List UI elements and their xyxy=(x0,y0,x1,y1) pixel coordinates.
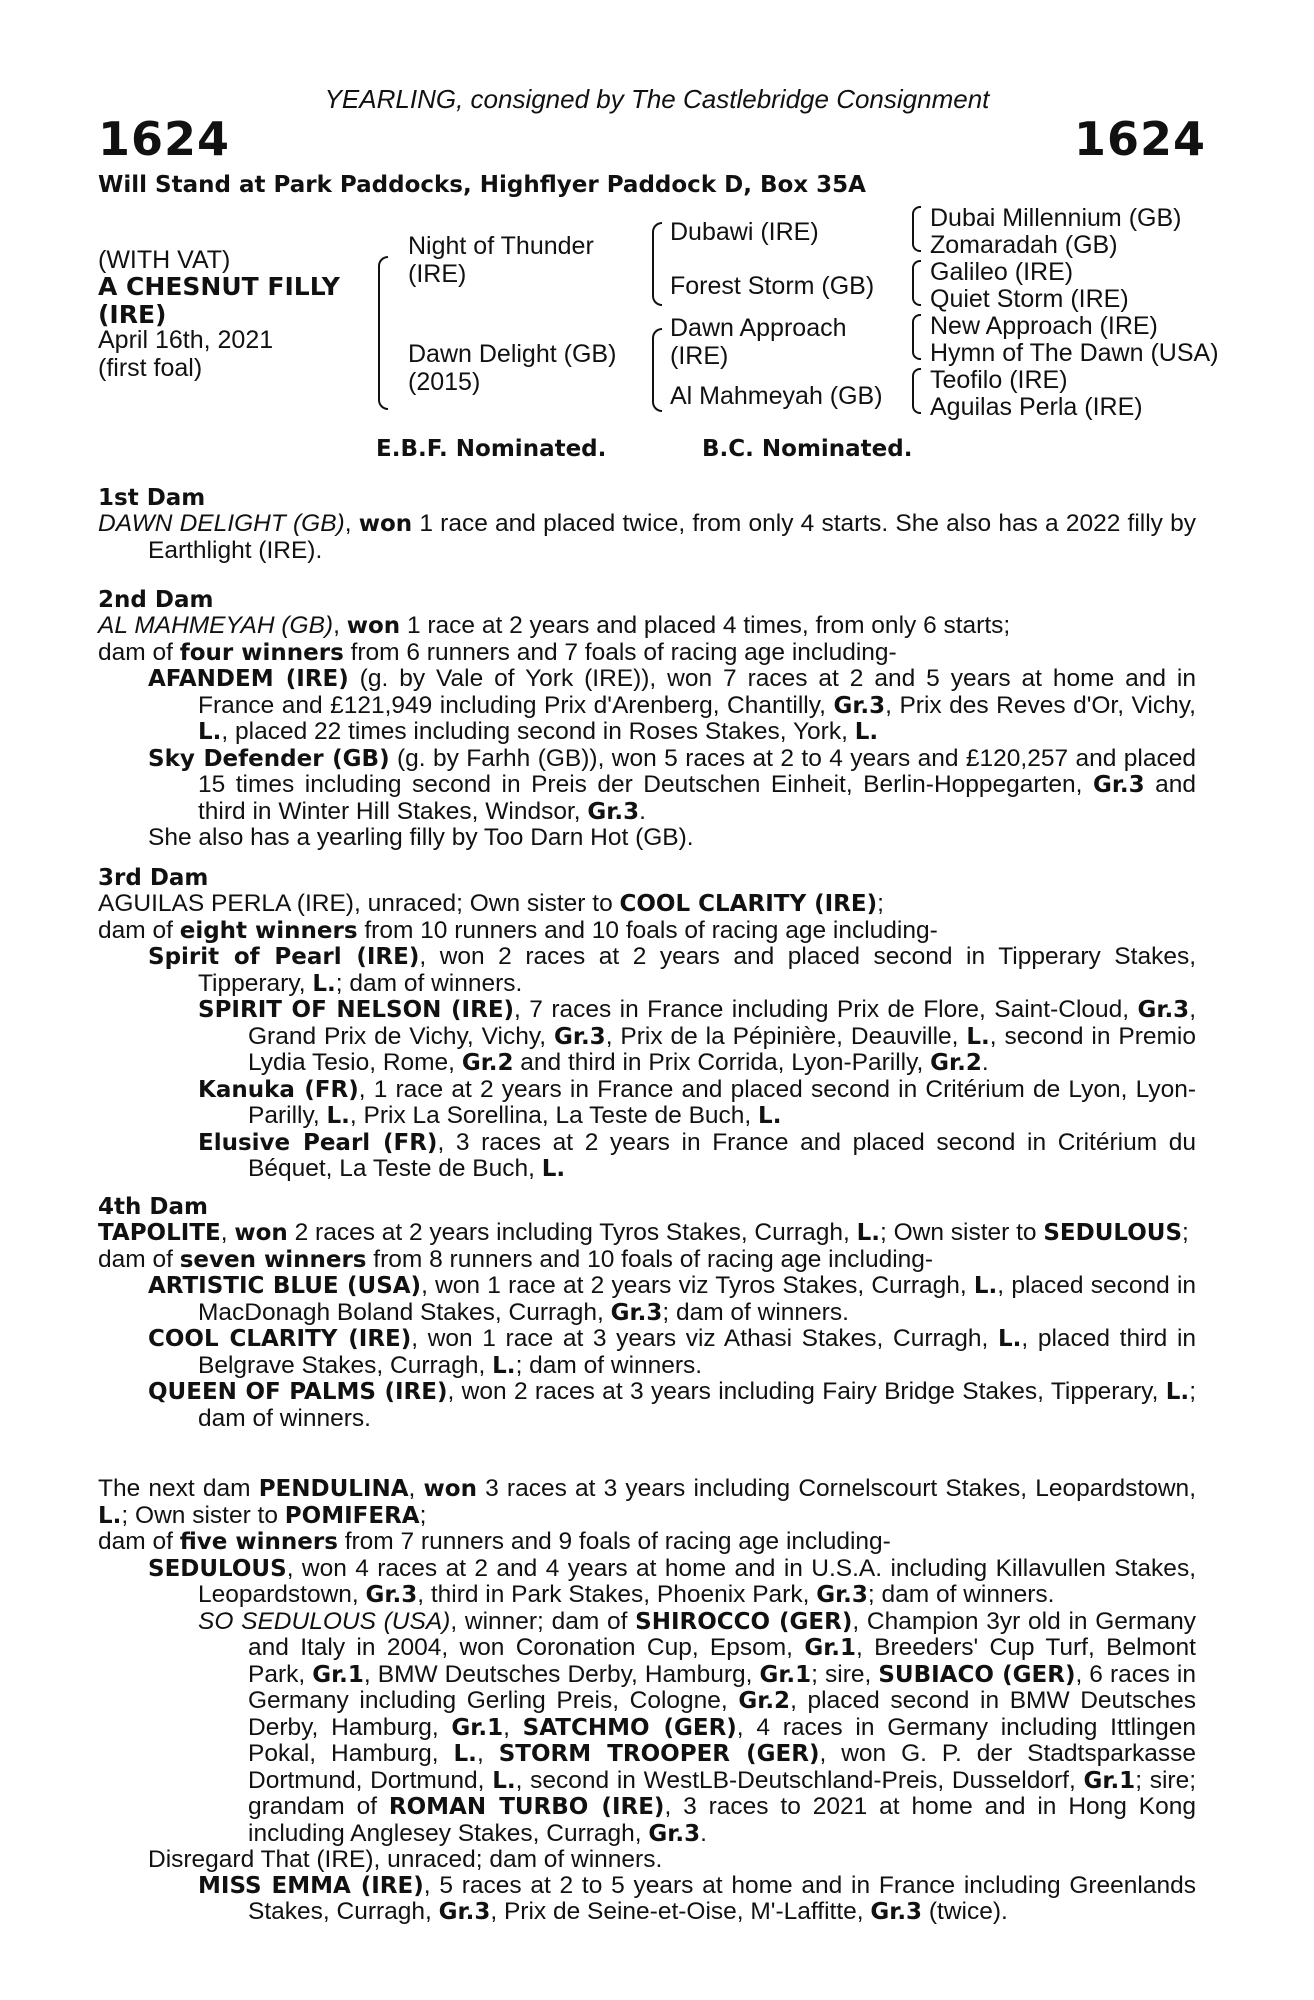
second-dam-yearling: She also has a yearling filly by Too Darn Hot (GB). xyxy=(148,824,694,851)
pedigree-ds-country: (IRE) xyxy=(670,342,729,370)
second-dam-line2: dam of four winners from 6 runners and 7 foals of racing age including- xyxy=(98,638,897,666)
brace-g2 xyxy=(912,260,921,306)
brace-sire xyxy=(378,256,388,334)
brace-g4 xyxy=(912,368,921,414)
progeny-kanuka: Kanuka (FR), 1 race at 2 years in France and placed second in Critérium de Lyon, Lyon-Parilly, L., Prix La Sorellina, La Teste de Buch, L. xyxy=(198,1075,1196,1129)
progeny-queen-of-palms: QUEEN OF PALMS (IRE), won 2 races at 3 years including Fairy Bridge Stakes, Tipperary, L.; dam of winners. xyxy=(148,1378,1196,1432)
pedigree-sss: Dubai Millennium (GB) xyxy=(930,204,1182,232)
pedigree-ss: Dubawi (IRE) xyxy=(670,218,819,246)
brace-g3 xyxy=(912,314,921,360)
brace-dam xyxy=(378,332,388,410)
pedigree-sire-country: (IRE) xyxy=(408,260,467,288)
next-dam-line1: The next dam PENDULINA, won 3 races at 3 years including Cornelscourt Stakes, Leopardstown, L.; Own sister to POMIFERA; xyxy=(98,1475,1196,1529)
third-dam-line1: AGUILAS PERLA (IRE), unraced; Own sister to COOL CLARITY (IRE); xyxy=(98,890,884,917)
second-dam-section xyxy=(98,587,1196,851)
fourth-dam-heading: 4th Dam xyxy=(98,1194,208,1220)
third-dam-line2: dam of eight winners from 10 runners and 10 foals of racing age including- xyxy=(98,916,938,944)
brace-dam-line xyxy=(652,328,662,412)
pedigree-ddd: Aguilas Perla (IRE) xyxy=(930,393,1143,421)
progeny-afandem: AFANDEM (IRE) (g. by Vale of York (IRE)), won 7 races at 2 and 5 years at home and in France and £121,949 including Prix d'Arenberg, Chantilly, Gr.3, Prix des Reves d'Or, Vichy, L., placed 22 times including second in Roses Stakes, York, L. xyxy=(148,665,1196,745)
fourth-dam-line1: TAPOLITE, won 2 races at 2 years including Tyros Stakes, Curragh, L.; Own sister to SEDULOUS; xyxy=(98,1219,1189,1246)
pedigree-dam: Dawn Delight (GB) xyxy=(408,340,617,368)
pedigree-sds: Galileo (IRE) xyxy=(930,258,1074,286)
third-dam-section xyxy=(98,865,1196,1183)
pedigree-dds: Teofilo (IRE) xyxy=(930,366,1068,394)
fourth-dam-line2: dam of seven winners from 8 runners and 10 foals of racing age including- xyxy=(98,1245,934,1273)
progeny-sky-defender: Sky Defender (GB) (g. by Farhh (GB)), won 5 races at 2 to 4 years and £120,257 and placed 15 times including second in Preis der Deutschen Einheit, Berlin-Hoppegarten, Gr.3 and third in Winter Hill Stakes, Windsor, Gr.3. xyxy=(148,744,1197,825)
pedigree-dsd: Hymn of The Dawn (USA) xyxy=(930,339,1219,367)
progeny-elusive-pearl: Elusive Pearl (FR), 3 races at 2 years in France and placed second in Critérium du Béquet, La Teste de Buch, L. xyxy=(198,1128,1196,1182)
first-dam-heading: 1st Dam xyxy=(98,485,206,511)
pedigree-dss: New Approach (IRE) xyxy=(930,312,1158,340)
pedigree-ssd: Zomaradah (GB) xyxy=(930,231,1118,259)
pedigree-sd: Forest Storm (GB) xyxy=(670,272,875,300)
foaling-date: April 16th, 2021 xyxy=(98,326,274,354)
progeny-cool-clarity: COOL CLARITY (IRE), won 1 race at 3 years viz Athasi Stakes, Curragh, L., placed third in Belgrave Stakes, Curragh, L.; dam of winners. xyxy=(148,1325,1197,1379)
foal-note: (first foal) xyxy=(98,354,203,382)
consignment-line: YEARLING, consigned by The Castlebridge Consignment xyxy=(324,84,990,114)
vat-note: (WITH VAT) xyxy=(98,246,231,274)
dam-name: DAWN DELIGHT (GB) xyxy=(98,510,345,537)
horse-name: A CHESNUT FILLY xyxy=(98,272,340,301)
third-dam-heading: 3rd Dam xyxy=(98,865,209,891)
pedigree-dd: Al Mahmeyah (GB) xyxy=(670,382,883,410)
progeny-spirit-of-pearl: Spirit of Pearl (IRE), won 2 races at 2 years and placed second in Tipperary Stakes, Tipperary, L.; dam of winners. xyxy=(148,943,1197,997)
ebf-nomination: E.B.F. Nominated. xyxy=(376,436,607,462)
stand-location: Will Stand at Park Paddocks, Highflyer Paddock D, Box 35A xyxy=(98,172,866,198)
progeny-so-sedulous: SO SEDULOUS (USA), winner; dam of SHIROCCO (GER), Champion 3yr old in Germany and Italy in 2004, won Coronation Cup, Epsom, Gr.1, Breeders' Cup Turf, Belmont Park, Gr.1, BMW Deutsches Derby, Hamburg, Gr.1; sire, SUBIACO (GER), 6 races in Germany including Gerling Preis, Cologne, Gr.2, placed second in BMW Deutsches Derby, Hamburg, Gr.1, SATCHMO (GER), 4 races in Germany including Ittlingen Pokal, Hamburg, L., STORM TROOPER (GER), won G. P. der Stadtsparkasse Dortmund, Dortmund, L., second in WestLB-Deutschland-Preis, Dusseldorf, Gr.1; sire; grandam of ROMAN TURBO (IRE), 3 races to 2021 at home and in Hong Kong including Anglesey Stakes, Curragh, Gr.3. xyxy=(198,1607,1197,1847)
next-dam-line2: dam of five winners from 7 runners and 9 foals of racing age including- xyxy=(98,1528,891,1555)
first-dam-section xyxy=(98,485,1196,563)
lot-number-right: 1624 xyxy=(1073,112,1206,166)
progeny-disregard-that: Disregard That (IRE), unraced; dam of winners. xyxy=(148,1846,663,1873)
first-dam-text: DAWN DELIGHT (GB), won 1 race and placed twice, from only 4 starts. She also has a 2022 filly by Earthlight (IRE). xyxy=(98,510,1196,564)
progeny-spirit-of-nelson: SPIRIT OF NELSON (IRE), 7 races in France including Prix de Flore, Saint-Cloud, Gr.3, Grand Prix de Vichy, Vichy, Gr.3, Prix de la Pépinière, Deauville, L., second in Premio Lydia Tesio, Rome, Gr.2 and third in Prix Corrida, Lyon-Parilly, Gr.2. xyxy=(198,996,1196,1076)
pedigree-sire: Night of Thunder xyxy=(408,232,594,260)
brace-g1 xyxy=(912,206,921,252)
pedigree-sdd: Quiet Storm (IRE) xyxy=(930,285,1129,313)
progeny-sedulous: SEDULOUS, won 4 races at 2 and 4 years at home and in U.S.A. including Killavullen Stakes, Leopardstown, Gr.3, third in Park Stakes, Phoenix Park, Gr.3; dam of winners. xyxy=(148,1554,1196,1608)
horse-name-country: (IRE) xyxy=(98,300,167,329)
next-dam-section xyxy=(98,1476,1196,1926)
bc-nomination: B.C. Nominated. xyxy=(702,436,913,462)
progeny-miss-emma: MISS EMMA (IRE), 5 races at 2 to 5 years at home and in France including Greenlands Stakes, Curragh, Gr.3, Prix de Seine-et-Oise, M'-Laffitte, Gr.3 (twice). xyxy=(198,1871,1196,1925)
second-dam-heading: 2nd Dam xyxy=(98,587,214,613)
brace-sire-line xyxy=(652,222,662,306)
lot-number-left: 1624 xyxy=(98,112,231,166)
second-dam-line1: AL MAHMEYAH (GB), won 1 race at 2 years and placed 4 times, from only 6 starts; xyxy=(98,612,1011,639)
fourth-dam-section xyxy=(98,1194,1196,1431)
progeny-artistic-blue: ARTISTIC BLUE (USA), won 1 race at 2 years viz Tyros Stakes, Curragh, L., placed second in MacDonagh Boland Stakes, Curragh, Gr.3; dam of winners. xyxy=(148,1272,1197,1326)
pedigree-dam-year: (2015) xyxy=(408,368,481,396)
pedigree-ds: Dawn Approach xyxy=(670,314,847,342)
